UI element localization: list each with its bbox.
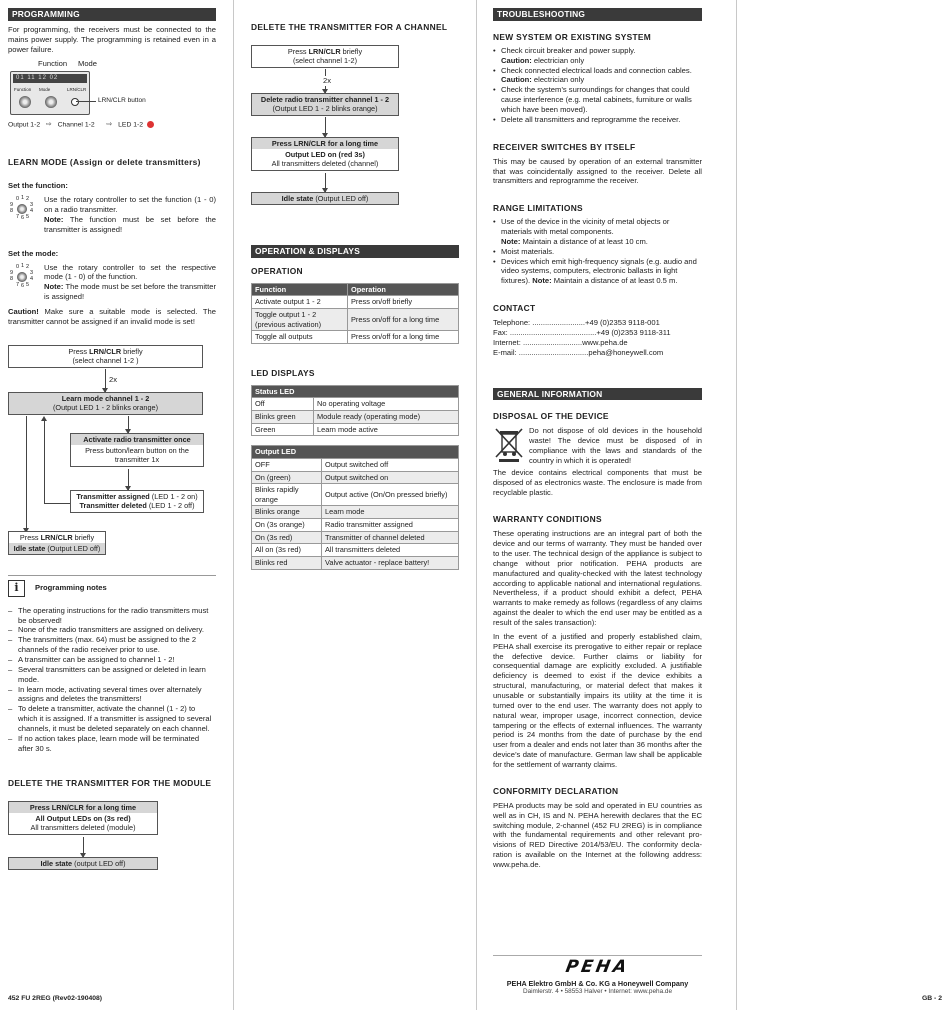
flow-arrow bbox=[325, 117, 326, 137]
contact-row bbox=[493, 318, 702, 328]
status-led-table bbox=[251, 385, 459, 437]
table-cell: On (3s red) bbox=[252, 531, 322, 544]
flow-box-delete-channel bbox=[251, 93, 399, 116]
info-icon: i bbox=[8, 580, 25, 597]
text: Maintain a distance of at least 0.5 m. bbox=[551, 276, 678, 286]
delete-channel-title: DELETE THE TRANSMITTER FOR A CHANNEL bbox=[251, 22, 448, 32]
table-row bbox=[252, 458, 459, 471]
conformity-title: CONFORMITY DECLARATION bbox=[493, 785, 619, 796]
text: (LED 1 - 2 on) bbox=[149, 491, 198, 501]
dial-digit: 9 bbox=[10, 269, 14, 276]
column-divider bbox=[476, 0, 477, 1010]
table-row bbox=[252, 411, 459, 424]
flow-box-press-button bbox=[70, 445, 204, 467]
text: Press bbox=[287, 46, 309, 56]
company-name: PEHA Elektro GmbH & Co. KG a Honeywell Company bbox=[506, 979, 689, 988]
table-cell: Output switched on bbox=[322, 471, 459, 484]
table-row bbox=[252, 471, 459, 484]
text: (output LED off) bbox=[72, 858, 126, 868]
set-mode-block bbox=[8, 263, 216, 302]
device-legend bbox=[8, 121, 154, 130]
table-cell: OFF bbox=[252, 458, 322, 471]
text: Learn mode channel 1 - 2 bbox=[61, 393, 150, 403]
notes-title: Programming notes bbox=[35, 583, 107, 593]
flow-arrow bbox=[105, 369, 106, 392]
dial-digit: 8 bbox=[10, 275, 14, 282]
warranty-paragraph-1: These operating instructions are an integral part of both the device and our terms of warranty. They must be handed over to the user. The technical design of the appliance is subject to change without prior notification. PEHA products are manufactured and quality-checked with the latest technology according to applicable national and international regulations. Nevertheless, if a product should exhibit a defect, PEHA warrants to make remedy as follows (regardless of any claims against the dealer to which the end user may be entitled as a result of the sales transaction): bbox=[493, 529, 702, 628]
device-body bbox=[10, 71, 90, 115]
table-cell: Output active (On/On pressed briefly) bbox=[322, 484, 459, 506]
dial-digit: 2 bbox=[26, 196, 30, 203]
legend-channel: Channel 1-2 bbox=[57, 120, 95, 128]
flow-loop-arrowhead bbox=[41, 416, 47, 421]
table-cell: Press on/off for a long time bbox=[348, 309, 459, 331]
flow-box-idle bbox=[251, 192, 399, 205]
column-3 bbox=[493, 8, 702, 870]
list-item: • Moist materials. bbox=[493, 247, 702, 257]
table-cell: Activate output 1 - 2 bbox=[252, 296, 348, 309]
dial-digit: 0 bbox=[16, 263, 20, 270]
list-item: • Delete all transmitters and reprogramme the receiver. bbox=[493, 115, 702, 125]
flow-box-idle-state bbox=[8, 543, 106, 555]
list-item bbox=[493, 66, 702, 86]
text: briefly bbox=[72, 532, 95, 542]
text: LRN/CLR bbox=[308, 46, 341, 56]
programming-text: For programming, the receivers must be connected to the mains power supply. The programming is retained even in a power failure. bbox=[8, 24, 216, 54]
text: Maintain a distance of at least 10 cm. bbox=[520, 236, 648, 246]
delete-channel-flowchart bbox=[251, 45, 459, 215]
table-cell: On (3s orange) bbox=[252, 519, 322, 532]
text: LRN/CLR bbox=[40, 532, 73, 542]
device-small-mode: Mode bbox=[39, 86, 51, 92]
operation-title: OPERATION bbox=[251, 265, 303, 276]
operation-bar: OPERATION & DISPLAYS bbox=[251, 245, 459, 258]
note-label: Note: bbox=[44, 282, 64, 292]
caution-label: Caution! bbox=[8, 307, 39, 317]
table-cell: Valve actuator - replace battery! bbox=[322, 556, 459, 569]
set-function-note: The function must be set before the transmitter is assigned! bbox=[44, 215, 216, 234]
text: Activate radio transmitter once bbox=[83, 434, 191, 444]
flow-loop-line bbox=[44, 421, 45, 503]
text: (LED 1 - 2 off) bbox=[146, 501, 195, 511]
text: Check circuit breaker and power supply. bbox=[501, 45, 636, 55]
table-cell: Learn mode active bbox=[314, 423, 459, 436]
new-system-list bbox=[493, 46, 702, 125]
receiver-text: This may be caused by operation of an external transmitter that was coincidentally assigned to the receiver. Delete all transmitters and reprogramme the receiver. bbox=[493, 156, 702, 186]
programming-notes bbox=[8, 575, 216, 754]
flow-box-idle bbox=[8, 857, 158, 870]
text: Transmitter assigned bbox=[76, 491, 150, 501]
table-row bbox=[252, 531, 459, 544]
table-cell: Off bbox=[252, 398, 314, 411]
table-row bbox=[252, 423, 459, 436]
dial-digit: 6 bbox=[21, 215, 25, 222]
legend-arrow-icon: ⇨ bbox=[106, 120, 113, 128]
table-row bbox=[252, 296, 459, 309]
device-top-labels: 01 11 12 02 bbox=[13, 74, 87, 84]
dial-digit: 9 bbox=[10, 202, 14, 209]
flow-arrow bbox=[128, 469, 129, 490]
text: Fax: bbox=[493, 327, 510, 337]
text: Internet: bbox=[493, 337, 523, 347]
table-cell: Module ready (operating mode) bbox=[314, 411, 459, 424]
table-cell: All transmitters deleted bbox=[322, 544, 459, 557]
caution-label: Caution: bbox=[501, 75, 532, 85]
table-cell: Output switched off bbox=[322, 458, 459, 471]
table-header: Function bbox=[252, 283, 348, 296]
lrn-pointer-line bbox=[76, 101, 96, 102]
warranty-title: WARRANTY CONDITIONS bbox=[493, 514, 602, 525]
text: Press bbox=[68, 346, 90, 356]
caution-label: Caution: bbox=[501, 55, 532, 65]
dial-digit: 7 bbox=[16, 281, 20, 288]
lrn-button-icon bbox=[71, 98, 79, 106]
note-label: Note: bbox=[501, 236, 521, 246]
troubleshooting-bar: TROUBLESHOOTING bbox=[493, 8, 702, 21]
table-cell: Toggle output 1 - 2 (previous activation) bbox=[252, 309, 348, 331]
flow-box-learn-mode bbox=[8, 392, 203, 415]
set-mode-text: Use the rotary controller to set the respective mode (1 - 0) of the function. bbox=[44, 262, 216, 282]
table-row bbox=[252, 556, 459, 569]
led-displays-title: LED DISPLAYS bbox=[251, 367, 315, 378]
footer-page-number: GB - 2 bbox=[921, 995, 942, 1003]
table-cell: On (green) bbox=[252, 471, 322, 484]
list-item: – A transmitter can be assigned to channel 1 - 2! bbox=[8, 655, 216, 665]
learn-mode-flowchart bbox=[8, 345, 216, 567]
flow-box-assigned bbox=[70, 490, 204, 513]
text: E-mail: bbox=[493, 347, 519, 357]
text: ............................ bbox=[522, 337, 583, 347]
flow-2x-label: 2x bbox=[109, 374, 118, 384]
table-cell: Blinks green bbox=[252, 411, 314, 424]
notes-list bbox=[8, 606, 216, 754]
delete-module-title: DELETE THE TRANSMITTER FOR THE MODULE bbox=[8, 777, 212, 788]
contact-row bbox=[493, 338, 702, 348]
caution-body: Make sure a suitable mode is selected. The transmitter cannot be assigned if an invalid mode is set! bbox=[8, 307, 216, 326]
dial-digit: 1 bbox=[21, 195, 25, 202]
column-divider bbox=[736, 0, 737, 1010]
set-function-title: Set the function: bbox=[8, 181, 68, 191]
range-list bbox=[493, 217, 702, 286]
text: All transmitters deleted (channel) bbox=[271, 159, 379, 169]
text: (Output LED 1 - 2 blinks orange) bbox=[272, 104, 378, 114]
flow-box-press-lrn bbox=[8, 345, 203, 368]
company-block bbox=[493, 955, 702, 997]
dial-digit: 6 bbox=[21, 282, 25, 289]
text: Use of the device in the vicinity of metal objects or materials with metal components. bbox=[501, 217, 670, 236]
list-item bbox=[493, 217, 702, 247]
text: Idle state bbox=[40, 858, 73, 868]
table-row bbox=[252, 544, 459, 557]
table-header: Operation bbox=[348, 283, 459, 296]
table-cell: Blinks orange bbox=[252, 506, 322, 519]
programming-bar: PROGRAMMING bbox=[8, 8, 216, 21]
note-label: Note: bbox=[532, 276, 552, 286]
list-item: – The operating instructions for the radio transmitters must be observed! bbox=[8, 606, 216, 626]
list-item: – In learn mode, activating several times over alternately assigns and deletes the transmitters! bbox=[8, 685, 216, 705]
warranty-paragraph-2: In the event of a justified and properly established claim, PEHA shall exercise its prerogative to either repair or replace the defective device. Further claims or liability for consequential damage are explicitly excluded. A justifiable deficiency is deemed to exist if the device exhibits a structural, manufacturing, or material defect that makes it unusable or substantially impairs its utility at the time it is turned over to the end user. The warranty does not apply to natural wear, improper usage, incorrect connection, device tampering or the effects of external influences. The warranty period is 24 months from the date of purchase by the end user from a dealer and ends not later than 36 months after the device’s date of manufacture. German law shall be applicable for the settlement of warranty claims. bbox=[493, 631, 702, 770]
text: (select channel 1-2 ) bbox=[72, 356, 139, 366]
function-label: Function bbox=[38, 58, 68, 68]
dial-digit: 3 bbox=[30, 202, 34, 209]
receiver-title: RECEIVER SWITCHES BY ITSELF bbox=[493, 141, 636, 152]
list-item: – If no action takes place, learn mode will be terminated after 30 s. bbox=[8, 734, 216, 754]
range-title: RANGE LIMITATIONS bbox=[493, 203, 583, 214]
disposal-block bbox=[493, 426, 702, 465]
disposal-text-1: Do not dispose of old devices in the household waste! The device must be disposed of in compliance with the laws and standards of the country in which it is operated! bbox=[529, 426, 702, 465]
set-mode-title: Set the mode: bbox=[8, 248, 59, 258]
text: (Output LED off) bbox=[313, 193, 369, 203]
text: briefly bbox=[121, 346, 143, 356]
column-2 bbox=[251, 8, 459, 570]
flow-box-press-long: Press LRN/CLR for a long time bbox=[8, 801, 158, 814]
contact-email-link[interactable]: peha@honeywell.com bbox=[588, 347, 664, 357]
text: (Output LED off) bbox=[45, 543, 101, 553]
general-info-bar: GENERAL INFORMATION bbox=[493, 388, 702, 401]
flow-arrow bbox=[128, 416, 129, 433]
caution-text bbox=[8, 307, 216, 327]
device-small-function: Function bbox=[14, 86, 32, 92]
text: Delete radio transmitter channel 1 - 2 bbox=[260, 94, 390, 104]
text: All transmitters deleted (module) bbox=[30, 823, 136, 833]
dial-digit: 8 bbox=[10, 208, 14, 215]
output-led-table bbox=[251, 445, 459, 569]
text: briefly bbox=[340, 46, 363, 56]
dial-digit: 7 bbox=[16, 214, 20, 221]
table-row bbox=[252, 519, 459, 532]
new-system-title: NEW SYSTEM OR EXISTING SYSTEM bbox=[493, 31, 652, 42]
table-cell: Blinks red bbox=[252, 556, 322, 569]
table-cell: Learn mode bbox=[322, 506, 459, 519]
conformity-text: PEHA products may be sold and operated in EU countries as well as in CH, IS and N. PEHA herewith declares that the EC switching module, 2-channel (452 FU 2REG) is in compliance with the fundamental requirements and other relevant pro-visions of RED Directive 2014/53/EU. The conformity decla-ration is available on the Internet at the following address: www.peha.de. bbox=[493, 800, 702, 869]
text: electrician only bbox=[531, 55, 585, 65]
text: (select channel 1-2) bbox=[292, 56, 358, 66]
table-row bbox=[252, 398, 459, 411]
device-small-lrn: LRN/CLR bbox=[67, 86, 87, 92]
text: Check connected electrical loads and connection cables. bbox=[501, 65, 692, 75]
peha-logo: PEHA bbox=[564, 957, 632, 977]
flow-2x-label: 2x bbox=[323, 75, 332, 85]
text: Telephone: bbox=[493, 318, 533, 328]
text: (Output LED 1 - 2 blinks orange) bbox=[52, 403, 159, 413]
text: ......................... bbox=[532, 318, 586, 328]
mode-dial-icon bbox=[45, 96, 57, 108]
contact-fax: +49 (0)2353 9118-311 bbox=[596, 327, 671, 337]
dial-digit: 4 bbox=[30, 275, 34, 282]
set-function-block bbox=[8, 195, 216, 234]
column-1 bbox=[8, 8, 216, 881]
table-cell: Press on/off for a long time bbox=[348, 331, 459, 344]
table-cell: Press on/off briefly bbox=[348, 296, 459, 309]
contact-row bbox=[493, 348, 702, 358]
disposal-title: DISPOSAL OF THE DEVICE bbox=[493, 411, 609, 422]
list-item: – None of the radio transmitters are assigned on delivery. bbox=[8, 625, 216, 635]
text: Devices which emit high-frequency signals (e.g. audio and video systems, computers, electronic ballasts in light fixtures). bbox=[501, 256, 697, 286]
led-icon bbox=[147, 121, 154, 128]
flow-line bbox=[26, 416, 27, 524]
contact-list bbox=[493, 318, 702, 357]
flow-box-press-lrn bbox=[251, 45, 399, 68]
table-cell: Transmitter of channel deleted bbox=[322, 531, 459, 544]
table-cell: Radio transmitter assigned bbox=[322, 519, 459, 532]
lrn-button-label: LRN/CLR button bbox=[98, 96, 146, 104]
crossed-bin-icon bbox=[493, 426, 525, 462]
contact-row bbox=[493, 328, 702, 338]
table-header: Status LED bbox=[252, 385, 459, 398]
flow-loop-line bbox=[44, 503, 70, 504]
table-cell: Green bbox=[252, 423, 314, 436]
function-dial-icon bbox=[19, 96, 31, 108]
rotary-dial-icon bbox=[8, 195, 36, 223]
list-item: • Check the system’s surroundings for changes that could cause interference (e.g. metal cabinets, furniture or walls which have been moved). bbox=[493, 85, 702, 115]
legend-led: LED 1-2 bbox=[118, 120, 144, 128]
list-item: – Several transmitters can be assigned or deleted in learn mode. bbox=[8, 665, 216, 685]
table-cell: Blinks rapidly orange bbox=[252, 484, 322, 506]
set-mode-note: The mode must be set before the transmitter is assigned! bbox=[44, 282, 216, 302]
contact-title: CONTACT bbox=[493, 303, 536, 314]
text: Press LRN/CLR for a long time bbox=[271, 138, 379, 148]
list-item: – The transmitters (max. 64) must be assigned to the 2 channels of the radio receiver prior to use. bbox=[8, 635, 216, 655]
disposal-text-2: The device contains electrical components that must be disposed of as electronics waste. The enclosure is made from recyclable plastic. bbox=[493, 467, 702, 497]
set-function-text: Use the rotary controller to set the function (1 - 0) on a radio transmitter. bbox=[44, 195, 216, 215]
text: ......................................... bbox=[509, 327, 597, 337]
table-row bbox=[252, 484, 459, 506]
dial-digit: 1 bbox=[21, 262, 25, 269]
table-row bbox=[252, 331, 459, 344]
text: Transmitter deleted bbox=[79, 501, 147, 511]
device-illustration bbox=[8, 59, 216, 139]
text: All Output LEDs on (3s red) bbox=[35, 813, 131, 823]
list-item bbox=[493, 46, 702, 66]
flow-arrow bbox=[83, 837, 84, 857]
dial-digit: 3 bbox=[30, 269, 34, 276]
dial-digit: 2 bbox=[26, 263, 30, 270]
flow-box-output-led bbox=[251, 149, 399, 171]
list-item: – To delete a transmitter, activate the channel (1 - 2) to which it is assigned. If a transmitter is assigned to several channels, it must be deleted separately on each channel. bbox=[8, 704, 216, 734]
text: Press button/learn button on the transmitter 1x bbox=[85, 445, 189, 465]
table-header: Output LED bbox=[252, 446, 459, 459]
dial-digit: 5 bbox=[26, 281, 30, 288]
legend-arrow-icon: ⇨ bbox=[46, 120, 52, 128]
note-label: Note: bbox=[44, 215, 64, 224]
table-row bbox=[252, 506, 459, 519]
table-cell: No operating voltage bbox=[314, 398, 459, 411]
company-address: Daimlerstr. 4 • 58553 Halver • Internet: www.peha.de bbox=[522, 988, 673, 996]
operation-table bbox=[251, 283, 459, 344]
text: LRN/CLR bbox=[89, 346, 122, 356]
text: Idle state bbox=[281, 193, 314, 203]
dial-digit: 4 bbox=[30, 208, 34, 215]
contact-phone: +49 (0)2353 9118-001 bbox=[585, 318, 660, 328]
rotary-dial-icon bbox=[8, 263, 36, 291]
text: Press bbox=[19, 532, 41, 542]
list-item bbox=[493, 257, 702, 287]
text: Output LED on (red 3s) bbox=[285, 149, 365, 159]
text: electrician only bbox=[531, 75, 585, 85]
table-cell: Toggle all outputs bbox=[252, 331, 348, 344]
table-cell: All on (3s red) bbox=[252, 544, 322, 557]
column-divider bbox=[233, 0, 234, 1010]
dial-digit: 5 bbox=[26, 214, 30, 221]
text: ................................. bbox=[518, 347, 589, 357]
learn-mode-title: LEARN MODE (Assign or delete transmitters) bbox=[8, 156, 201, 167]
text: Idle state bbox=[13, 543, 46, 553]
delete-module-flowchart bbox=[8, 801, 216, 881]
flow-arrow bbox=[325, 173, 326, 192]
dial-digit: 0 bbox=[16, 196, 20, 203]
flow-box-all-leds bbox=[8, 813, 158, 835]
footer-doc-id: 452 FU 2REG (Rev02-190408) bbox=[8, 995, 103, 1003]
legend-output: Output 1-2 bbox=[8, 120, 41, 128]
table-row bbox=[252, 309, 459, 331]
contact-internet-link[interactable]: www.peha.de bbox=[582, 337, 628, 347]
mode-label: Mode bbox=[78, 58, 97, 68]
